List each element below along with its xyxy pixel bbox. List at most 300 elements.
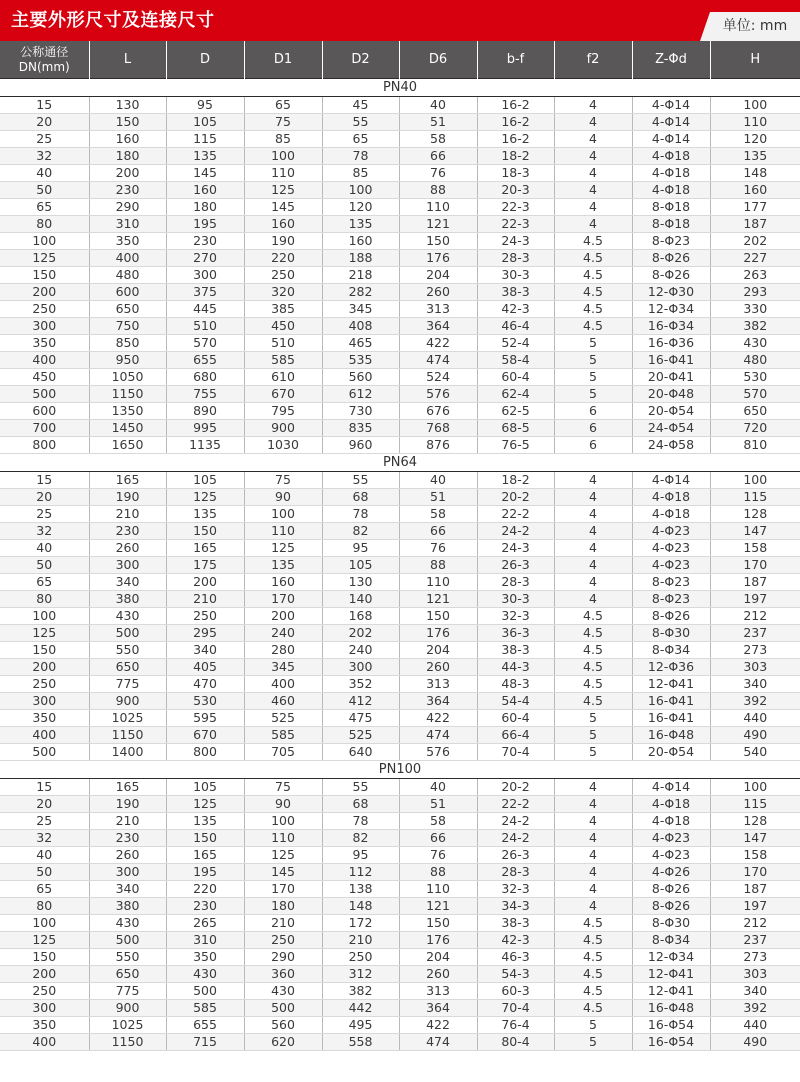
table-row (0, 949, 800, 966)
table-cell: 26-3 (477, 847, 554, 864)
table-cell: 80 (0, 898, 89, 915)
table-cell: 38-3 (477, 284, 554, 301)
table-cell: 380 (89, 898, 166, 915)
table-cell: 110 (399, 574, 477, 591)
table-cell: 95 (166, 97, 244, 114)
table-cell: 400 (0, 727, 89, 744)
table-cell: 4.5 (554, 659, 632, 676)
table-cell: 42-3 (477, 932, 554, 949)
table-cell: 16-Φ41 (632, 352, 710, 369)
table-cell: 230 (166, 898, 244, 915)
table-cell: 540 (710, 744, 800, 761)
header-dn-line-1: 公称通径 DN(mm) (18, 44, 70, 74)
table-cell: 197 (710, 591, 800, 608)
table-cell: 4-Φ23 (632, 540, 710, 557)
table-cell: 24-Φ54 (632, 420, 710, 437)
table-cell: 210 (89, 813, 166, 830)
table-cell: 1025 (89, 710, 166, 727)
table-row (0, 727, 800, 744)
table-cell: 58-4 (477, 352, 554, 369)
table-cell: 40 (0, 847, 89, 864)
table-cell: 40 (399, 472, 477, 489)
table-cell: 4.5 (554, 642, 632, 659)
table-cell: 4 (554, 131, 632, 148)
table-row (0, 591, 800, 608)
table-cell: 290 (244, 949, 322, 966)
table-cell: 263 (710, 267, 800, 284)
table-cell: 175 (166, 557, 244, 574)
table-cell: 60-3 (477, 983, 554, 1000)
table-cell: 20-Φ54 (632, 744, 710, 761)
table-cell: 135 (166, 813, 244, 830)
table-cell: 585 (244, 727, 322, 744)
table-cell: 65 (0, 574, 89, 591)
table-cell: 4-Φ18 (632, 813, 710, 830)
table-cell: 170 (244, 591, 322, 608)
table-cell: 20 (0, 114, 89, 131)
table-cell: 24-3 (477, 540, 554, 557)
table-cell: 490 (710, 727, 800, 744)
table-cell: 4 (554, 591, 632, 608)
table-cell: 15 (0, 97, 89, 114)
table-cell: 500 (89, 932, 166, 949)
unit-label: 单位: mm (710, 12, 800, 41)
table-cell: 4 (554, 796, 632, 813)
table-cell: 4-Φ14 (632, 114, 710, 131)
table-cell: 4.5 (554, 983, 632, 1000)
table-cell: 1025 (89, 1017, 166, 1034)
header-f2: f2 (554, 41, 632, 79)
table-cell: 48-3 (477, 676, 554, 693)
table-cell: 200 (0, 966, 89, 983)
table-cell: 995 (166, 420, 244, 437)
table-cell: 18-3 (477, 165, 554, 182)
table-cell: 4 (554, 813, 632, 830)
table-cell: 640 (322, 744, 399, 761)
table-cell: 4.5 (554, 233, 632, 250)
table-cell: 78 (322, 148, 399, 165)
table-row (0, 199, 800, 216)
table-cell: 273 (710, 642, 800, 659)
table-cell: 110 (710, 114, 800, 131)
table-cell: 20 (0, 489, 89, 506)
table-cell: 560 (322, 369, 399, 386)
table-cell: 290 (89, 199, 166, 216)
table-cell: 147 (710, 830, 800, 847)
table-cell: 24-Φ58 (632, 437, 710, 454)
table-row (0, 437, 800, 454)
table-cell: 4-Φ18 (632, 165, 710, 182)
table-cell: 125 (166, 489, 244, 506)
table-cell: 34-3 (477, 898, 554, 915)
table-cell: 655 (166, 1017, 244, 1034)
table-cell: 4.5 (554, 608, 632, 625)
table-row (0, 523, 800, 540)
table-row (0, 813, 800, 830)
table-cell: 16-2 (477, 97, 554, 114)
section-label-row (0, 454, 800, 472)
table-cell: 22-2 (477, 796, 554, 813)
table-row (0, 830, 800, 847)
table-cell: 16-Φ48 (632, 1000, 710, 1017)
table-cell: 42-3 (477, 301, 554, 318)
table-cell: 775 (89, 983, 166, 1000)
table-cell: 260 (399, 966, 477, 983)
table-cell: 66-4 (477, 727, 554, 744)
table-cell: 312 (322, 966, 399, 983)
page-title: 主要外形尺寸及连接尺寸 (11, 10, 215, 31)
table-cell: 52-4 (477, 335, 554, 352)
table-cell: 135 (710, 148, 800, 165)
table-cell: 88 (399, 557, 477, 574)
table-cell: 8-Φ26 (632, 898, 710, 915)
table-row (0, 608, 800, 625)
table-cell: 300 (0, 1000, 89, 1017)
table-cell: 1150 (89, 386, 166, 403)
table-cell: 460 (244, 693, 322, 710)
table-cell: 55 (322, 114, 399, 131)
table-cell: 230 (89, 523, 166, 540)
header-dn (0, 41, 89, 79)
table-cell: 250 (0, 983, 89, 1000)
table-cell: 4 (554, 182, 632, 199)
table-cell: 300 (89, 864, 166, 881)
table-row (0, 915, 800, 932)
table-cell: 75 (244, 114, 322, 131)
table-cell: 78 (322, 813, 399, 830)
table-cell: 125 (0, 932, 89, 949)
table-cell: 500 (244, 1000, 322, 1017)
table-cell: 300 (0, 693, 89, 710)
table-cell: 220 (166, 881, 244, 898)
table-cell: 187 (710, 216, 800, 233)
table-cell: 20-3 (477, 182, 554, 199)
table-row (0, 420, 800, 437)
table-cell: 51 (399, 489, 477, 506)
table-cell: 4 (554, 97, 632, 114)
table-cell: 352 (322, 676, 399, 693)
table-cell: 524 (399, 369, 477, 386)
table-cell: 150 (166, 830, 244, 847)
table-cell: 530 (710, 369, 800, 386)
table-cell: 32 (0, 148, 89, 165)
table-cell: 4 (554, 540, 632, 557)
table-cell: 8-Φ26 (632, 881, 710, 898)
table-cell: 585 (166, 1000, 244, 1017)
table-cell: 612 (322, 386, 399, 403)
table-cell: 176 (399, 625, 477, 642)
table-cell: 380 (89, 591, 166, 608)
table-cell: 177 (710, 199, 800, 216)
table-cell: 500 (0, 386, 89, 403)
table-cell: 38-3 (477, 642, 554, 659)
table-cell: 16-2 (477, 131, 554, 148)
table-cell: 585 (244, 352, 322, 369)
table-cell: 900 (89, 693, 166, 710)
table-cell: 510 (166, 318, 244, 335)
table-cell: 525 (244, 710, 322, 727)
table-cell: 120 (710, 131, 800, 148)
table-cell: 150 (0, 642, 89, 659)
table-cell: 150 (399, 233, 477, 250)
header-h: H (710, 41, 800, 79)
table-cell: 300 (0, 318, 89, 335)
table-cell: 4.5 (554, 693, 632, 710)
table-cell: 4.5 (554, 966, 632, 983)
table-cell: 4 (554, 574, 632, 591)
table-cell: 4-Φ18 (632, 489, 710, 506)
table-cell: 24-2 (477, 830, 554, 847)
table-cell: 950 (89, 352, 166, 369)
table-cell: 218 (322, 267, 399, 284)
table-cell: 775 (89, 676, 166, 693)
table-cell: 300 (166, 267, 244, 284)
table-cell: 1050 (89, 369, 166, 386)
table-cell: 80 (0, 591, 89, 608)
table-cell: 422 (399, 1017, 477, 1034)
table-cell: 4-Φ23 (632, 847, 710, 864)
table-cell: 550 (89, 642, 166, 659)
table-cell: 250 (0, 676, 89, 693)
table-cell: 8-Φ30 (632, 625, 710, 642)
table-cell: 610 (244, 369, 322, 386)
table-cell: 4.5 (554, 250, 632, 267)
table-cell: 474 (399, 727, 477, 744)
table-cell: 16-Φ48 (632, 727, 710, 744)
table-cell: 364 (399, 693, 477, 710)
table-cell: 303 (710, 966, 800, 983)
table-cell: 204 (399, 949, 477, 966)
table-cell: 260 (399, 284, 477, 301)
table-cell: 4 (554, 898, 632, 915)
table-cell: 160 (244, 574, 322, 591)
table-cell: 16-Φ36 (632, 335, 710, 352)
table-cell: 385 (244, 301, 322, 318)
table-cell: 20-Φ41 (632, 369, 710, 386)
table-cell: 330 (710, 301, 800, 318)
table-cell: 170 (710, 864, 800, 881)
table-cell: 76 (399, 165, 477, 182)
table-cell: 340 (89, 881, 166, 898)
table-cell: 135 (166, 148, 244, 165)
table-cell: 105 (166, 779, 244, 796)
table-cell: 200 (244, 608, 322, 625)
table-cell: 422 (399, 335, 477, 352)
table-cell: 4.5 (554, 1000, 632, 1017)
table-cell: 240 (244, 625, 322, 642)
table-cell: 16-Φ41 (632, 693, 710, 710)
table-row (0, 216, 800, 233)
table-row (0, 472, 800, 489)
table-cell: 76 (399, 847, 477, 864)
table-cell: 25 (0, 506, 89, 523)
table-row (0, 165, 800, 182)
table-cell: 227 (710, 250, 800, 267)
table-cell: 38-3 (477, 915, 554, 932)
table-cell: 1030 (244, 437, 322, 454)
table-cell: 500 (0, 744, 89, 761)
table-row (0, 301, 800, 318)
table-cell: 5 (554, 369, 632, 386)
table-cell: 260 (89, 847, 166, 864)
table-cell: 1350 (89, 403, 166, 420)
table-cell: 160 (244, 216, 322, 233)
table-cell: 850 (89, 335, 166, 352)
table-cell: 100 (0, 233, 89, 250)
table-row (0, 659, 800, 676)
table-cell: 20-2 (477, 489, 554, 506)
table-cell: 340 (710, 983, 800, 1000)
table-cell: 120 (322, 199, 399, 216)
table-cell: 313 (399, 676, 477, 693)
table-cell: 168 (322, 608, 399, 625)
table-cell: 676 (399, 403, 477, 420)
table-cell: 24-3 (477, 233, 554, 250)
table-cell: 160 (89, 131, 166, 148)
table-cell: 51 (399, 114, 477, 131)
table-cell: 158 (710, 847, 800, 864)
table-cell: 4 (554, 864, 632, 881)
table-cell: 4-Φ14 (632, 97, 710, 114)
table-cell: 128 (710, 506, 800, 523)
table-cell: 32 (0, 523, 89, 540)
table-cell: 525 (322, 727, 399, 744)
table-cell: 12-Φ34 (632, 949, 710, 966)
table-row (0, 676, 800, 693)
table-cell: 190 (244, 233, 322, 250)
table-cell: 24-2 (477, 523, 554, 540)
table-cell: 8-Φ34 (632, 642, 710, 659)
table-cell: 795 (244, 403, 322, 420)
table-cell: 85 (322, 165, 399, 182)
table-cell: 100 (710, 779, 800, 796)
table-cell: 100 (0, 608, 89, 625)
table-cell: 230 (89, 182, 166, 199)
table-cell: 375 (166, 284, 244, 301)
table-cell: 20-Φ48 (632, 386, 710, 403)
table-cell: 835 (322, 420, 399, 437)
table-cell: 490 (710, 1034, 800, 1051)
table-row (0, 557, 800, 574)
table-cell: 475 (322, 710, 399, 727)
table-cell: 800 (0, 437, 89, 454)
table-header-row (0, 41, 800, 79)
table-cell: 4-Φ18 (632, 506, 710, 523)
table-cell: 60-4 (477, 369, 554, 386)
table-cell: 310 (166, 932, 244, 949)
table-row (0, 881, 800, 898)
table-cell: 700 (0, 420, 89, 437)
table-cell: 58 (399, 506, 477, 523)
table-cell: 4 (554, 216, 632, 233)
header-d6: D6 (399, 41, 477, 79)
table-cell: 212 (710, 608, 800, 625)
table-cell: 360 (244, 966, 322, 983)
table-cell: 50 (0, 557, 89, 574)
table-cell: 5 (554, 1017, 632, 1034)
table-cell: 100 (244, 148, 322, 165)
table-cell: 210 (244, 915, 322, 932)
table-cell: 148 (322, 898, 399, 915)
table-cell: 140 (322, 591, 399, 608)
section-label: PN40 (0, 79, 800, 97)
table-cell: 197 (710, 898, 800, 915)
table-cell: 200 (0, 659, 89, 676)
table-cell: 32 (0, 830, 89, 847)
table-cell: 125 (0, 250, 89, 267)
table-cell: 445 (166, 301, 244, 318)
table-cell: 70-4 (477, 1000, 554, 1017)
table-cell: 4-Φ18 (632, 182, 710, 199)
table-cell: 150 (166, 523, 244, 540)
table-row (0, 250, 800, 267)
table-cell: 4-Φ23 (632, 557, 710, 574)
table-cell: 170 (244, 881, 322, 898)
table-cell: 90 (244, 489, 322, 506)
table-cell: 16-2 (477, 114, 554, 131)
table-cell: 6 (554, 403, 632, 420)
table-row (0, 796, 800, 813)
table-cell: 560 (244, 1017, 322, 1034)
table-row (0, 693, 800, 710)
table-cell: 4-Φ14 (632, 779, 710, 796)
table-cell: 80 (0, 216, 89, 233)
table-cell: 4.5 (554, 915, 632, 932)
table-row (0, 506, 800, 523)
table-cell: 250 (322, 949, 399, 966)
table-cell: 58 (399, 813, 477, 830)
table-cell: 18-2 (477, 148, 554, 165)
table-cell: 40 (399, 779, 477, 796)
table-cell: 8-Φ23 (632, 233, 710, 250)
table-cell: 4 (554, 506, 632, 523)
table-cell: 76 (399, 540, 477, 557)
table-cell: 28-3 (477, 250, 554, 267)
table-cell: 350 (166, 949, 244, 966)
table-cell: 202 (710, 233, 800, 250)
table-cell: 82 (322, 523, 399, 540)
table-cell: 12-Φ41 (632, 966, 710, 983)
header-d2: D2 (322, 41, 399, 79)
table-row (0, 710, 800, 727)
table-cell: 125 (244, 540, 322, 557)
table-cell: 100 (710, 472, 800, 489)
table-cell: 18-2 (477, 472, 554, 489)
table-cell: 40 (0, 165, 89, 182)
table-cell: 8-Φ18 (632, 216, 710, 233)
table-cell: 450 (244, 318, 322, 335)
table-cell: 750 (89, 318, 166, 335)
table-cell: 430 (166, 966, 244, 983)
table-cell: 66 (399, 830, 477, 847)
table-cell: 576 (399, 744, 477, 761)
table-cell: 655 (166, 352, 244, 369)
table-cell: 16-Φ41 (632, 710, 710, 727)
table-cell: 180 (166, 199, 244, 216)
table-cell: 8-Φ26 (632, 250, 710, 267)
table-cell: 90 (244, 796, 322, 813)
table-cell: 558 (322, 1034, 399, 1051)
header-d: D (166, 41, 244, 79)
header-b-f: b-f (477, 41, 554, 79)
table-cell: 54-4 (477, 693, 554, 710)
table-cell: 4.5 (554, 625, 632, 642)
table-cell: 465 (322, 335, 399, 352)
table-cell: 350 (0, 335, 89, 352)
table-cell: 66 (399, 148, 477, 165)
table-cell: 6 (554, 420, 632, 437)
header-d1: D1 (244, 41, 322, 79)
